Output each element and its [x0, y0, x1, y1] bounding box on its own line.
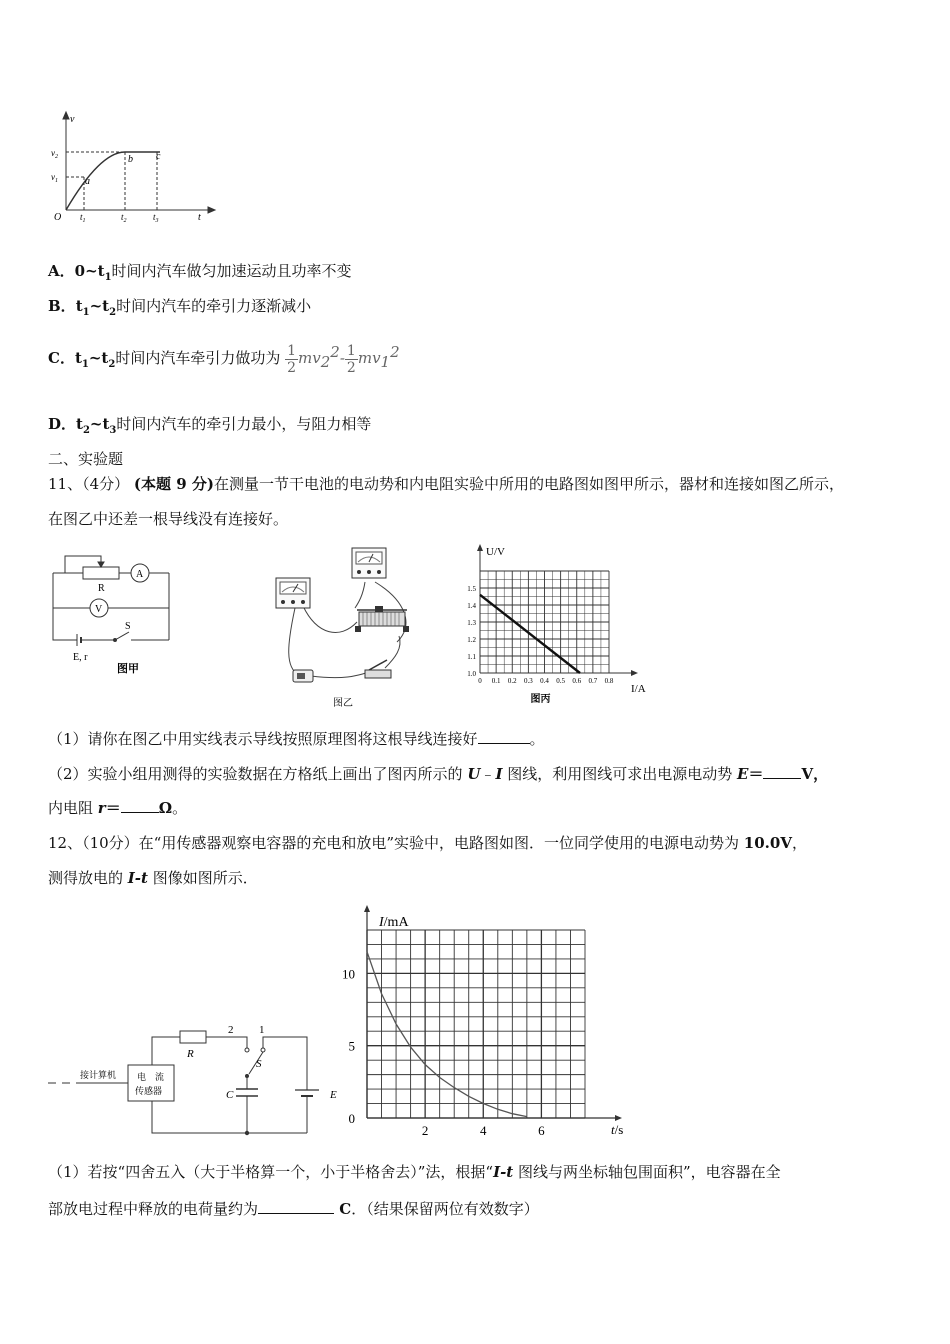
yi-caption: 图乙 — [333, 698, 353, 709]
it-series-curve — [367, 952, 527, 1117]
option-b: B．$t_1\sim t_2$时间内汽车的牵引力逐渐减小 — [48, 297, 312, 318]
capacitor-circuit — [40, 1020, 350, 1140]
yi-meter-left — [276, 578, 310, 608]
vt-axis-v: v — [70, 114, 75, 125]
q11-line1: 11、（4分） (本题 9 分)在测量一节干电池的电动势和内电阻实验中所用的电路图如图甲所示，器材和连接如图乙所示， — [48, 475, 844, 493]
figure-jia-circuit — [45, 548, 180, 683]
vt-v2: v — [51, 148, 55, 158]
circuit-sensor-line2: 传感器 — [135, 1086, 163, 1096]
vt-point-c: c — [156, 151, 161, 162]
ui-x-tick: 0.1 — [491, 677, 501, 685]
jia-S: S — [125, 621, 131, 632]
q11-sub2-line2: 内电阻 r＝ Ω。 — [48, 799, 188, 817]
ui-x-tick: 0.2 — [507, 677, 517, 685]
it-x-label: t/s — [611, 1122, 624, 1137]
it-x-tick: 6 — [538, 1123, 545, 1138]
ui-x-arrow — [631, 670, 638, 676]
ui-y-tick: 1.3 — [467, 619, 476, 627]
circuit-C: C — [226, 1089, 234, 1101]
formula-work: $\frac{1}{2}$ $mv_2^2-$ $\frac{1}{2}$ $mv_1^2$ — [287, 342, 400, 376]
it-y-tick: 10 — [342, 966, 355, 982]
section-title: 二、实验题 — [48, 450, 124, 468]
ui-x-tick: 0.6 — [572, 677, 582, 685]
vt-origin: O — [54, 212, 62, 223]
vt-t2-sub: 2 — [123, 218, 127, 224]
jia-Er: E, r — [73, 652, 88, 663]
ui-x-label: I/A — [631, 683, 646, 695]
option-c: C．$t_1\sim t_2$时间内汽车牵引力做功为 $\frac{1}{2}$ $mv_2^2-$ $\frac{1}{2}$ $mv_1^2$ — [48, 342, 400, 376]
ui-y-tick: 1.0 — [467, 670, 476, 678]
ui-x-tick: 0.7 — [588, 677, 598, 685]
chart-u-i — [455, 536, 655, 706]
yi-battery — [293, 670, 313, 682]
q11-sub2-line1: （2）实验小组用测得的实验数据在方格纸上画出了图丙所示的 U﹣I 图线，利用图线可求出电源电动势 E＝ V， — [48, 765, 829, 783]
option-d: D．$t_2\sim t_3$时间内汽车的牵引力最小，与阻力相等 — [48, 415, 372, 436]
jia-A: A — [136, 569, 144, 580]
q12-sub1-line1: （1）若按“四舍五入（大于半格算一个，小于半格舍去）”法，根据“I-t 图线与两坐标轴包围面积”，电容器在全 — [48, 1163, 781, 1181]
vt-t1-sub: 1 — [82, 218, 86, 224]
ui-x-tick: 0.8 — [604, 677, 614, 685]
circuit-node-2: 2 — [228, 1024, 234, 1036]
ui-y-tick: 1.1 — [467, 653, 476, 661]
svg-text:v2 — [51, 148, 58, 160]
jia-R: R — [98, 583, 105, 594]
vt-axis-t: t — [198, 212, 201, 223]
answer-blank-charge[interactable] — [258, 1199, 334, 1214]
option-a: A．$0\sim t_1$时间内汽车做匀加速运动且功率不变 — [48, 262, 352, 283]
jia-V: V — [95, 604, 103, 615]
yi-meter-top — [352, 548, 386, 578]
vt-t2: t — [121, 212, 124, 222]
figure-yi-apparatus — [265, 540, 435, 710]
answer-blank-emf[interactable] — [763, 764, 801, 779]
answer-blank-resistance[interactable] — [121, 798, 159, 813]
ui-y-tick: 1.4 — [467, 602, 476, 610]
circuit-E: E — [330, 1089, 337, 1101]
it-y-label: I/mA — [379, 915, 409, 930]
jia-caption: 图甲 — [117, 663, 139, 675]
circuit-S: S — [256, 1058, 262, 1070]
ui-y-arrow — [477, 544, 483, 551]
vt-v1-sub: 1 — [55, 178, 58, 184]
ui-x-tick: 0.3 — [524, 677, 533, 685]
vt-graph — [40, 110, 225, 225]
it-x-tick: 2 — [421, 1123, 429, 1138]
circuit-sensor-line1: 电 流 — [137, 1072, 165, 1082]
ui-series-line — [480, 595, 580, 673]
svg-text:t2 — [121, 212, 127, 224]
it-y-tick: 0 — [348, 1111, 355, 1126]
circuit-node-1: 1 — [259, 1024, 265, 1036]
vt-t1: t — [80, 212, 83, 222]
answer-blank-q11-1[interactable] — [478, 729, 530, 744]
svg-text:t3 — [153, 212, 159, 224]
vt-t3: t — [153, 212, 156, 222]
ui-y-tick: 1.5 — [467, 585, 476, 593]
ui-x-tick: 0 — [478, 677, 482, 685]
it-x-arrow — [615, 1115, 622, 1121]
svg-text:v1 — [51, 172, 58, 184]
it-y-arrow — [364, 905, 370, 912]
vt-v1: v — [51, 172, 55, 182]
yi-rheostat — [355, 606, 409, 632]
it-x-tick: 4 — [480, 1123, 487, 1138]
ui-y-tick: 1.2 — [467, 636, 476, 644]
ui-y-label: U/V — [486, 546, 505, 558]
q11-line2: 在图乙中还差一根导线没有连接好。 — [48, 510, 289, 528]
vt-v2-sub: 2 — [55, 154, 58, 160]
vt-point-a: a — [85, 176, 90, 187]
q12-line1: 12、（10分）在“用传感器观察电容器的充电和放电”实验中，电路图如图．一位同学使用的电源电动势为 10.0V， — [48, 834, 807, 852]
q11-sub1: （1）请你在图乙中用实线表示导线按照原理图将这根导线连接好 。 — [48, 730, 545, 748]
chart-i-t — [330, 898, 640, 1143]
q12-line2: 测得放电的 I-t 图像如图所示． — [48, 869, 258, 887]
vt-t3-sub: 3 — [155, 218, 159, 224]
ui-x-tick: 0.5 — [556, 677, 565, 685]
vt-point-b: b — [128, 154, 133, 165]
yi-switch — [365, 660, 391, 678]
circuit-pc-label: 接计算机 — [80, 1070, 117, 1080]
it-y-tick: 5 — [348, 1038, 355, 1054]
q12-sub1-line2: 部放电过程中释放的电荷量约为 C．（结果保留两位有效数字） — [48, 1200, 539, 1218]
circuit-R: R — [187, 1048, 194, 1060]
svg-text:t1 — [80, 212, 86, 224]
ui-title: 图丙 — [530, 694, 551, 705]
ui-x-tick: 0.4 — [540, 677, 549, 685]
